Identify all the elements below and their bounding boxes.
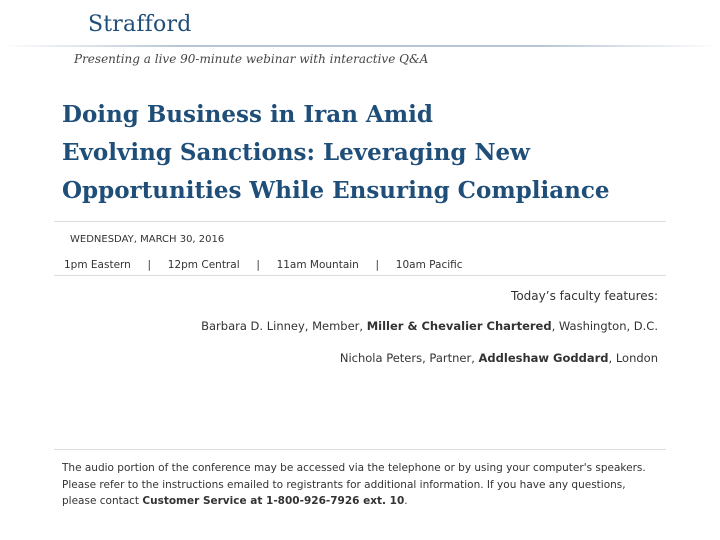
speaker-1-firm: Miller & Chevalier Chartered [366,319,552,333]
footer-divider [54,449,666,450]
title-line-1: Doing Business in Iran Amid [62,101,433,128]
faculty-intro: Today’s faculty features: [511,289,658,303]
customer-service-contact: Customer Service at 1-800-926-7926 ext. 10 [142,495,405,507]
times-divider [54,275,666,276]
speaker-1 [201,319,658,333]
speaker-2 [340,351,658,365]
audio-instructions [62,460,662,510]
speaker-2-location: , London [608,351,658,365]
audio-instructions-text: The audio portion of the conference may be accessed via the telephone or by using your computer's speakers. Please refer to the instructions emailed to registrants for additional information. If you have any questions, please contact [62,462,646,507]
time-separator: | [147,259,152,271]
time-mountain: 11am Mountain [276,259,359,271]
webinar-title [62,96,702,210]
audio-instructions-end: . [404,495,408,507]
strafford-logo: Strafford [88,12,192,37]
time-eastern: 1pm Eastern [64,259,131,271]
time-separator: | [256,259,260,271]
tagline: Presenting a live 90-minute webinar with interactive Q&A [74,52,429,66]
time-central: 12pm Central [167,259,240,271]
speaker-2-name: Nichola Peters, Partner, [339,351,479,365]
title-divider [54,221,666,222]
speaker-2-firm: Addleshaw Goddard [478,351,609,365]
header-divider [0,45,720,47]
title-line-2: Evolving Sanctions: Leveraging New [62,139,530,166]
event-date: WEDNESDAY, MARCH 30, 2016 [70,234,225,245]
speaker-1-name: Barbara D. Linney, Member, [201,319,367,333]
time-separator: | [375,259,380,271]
time-pacific: 10am Pacific [395,259,463,271]
event-times [64,259,463,271]
speaker-1-location: , Washington, D.C. [551,319,658,333]
title-line-3: Opportunities While Ensuring Compliance [62,177,610,204]
